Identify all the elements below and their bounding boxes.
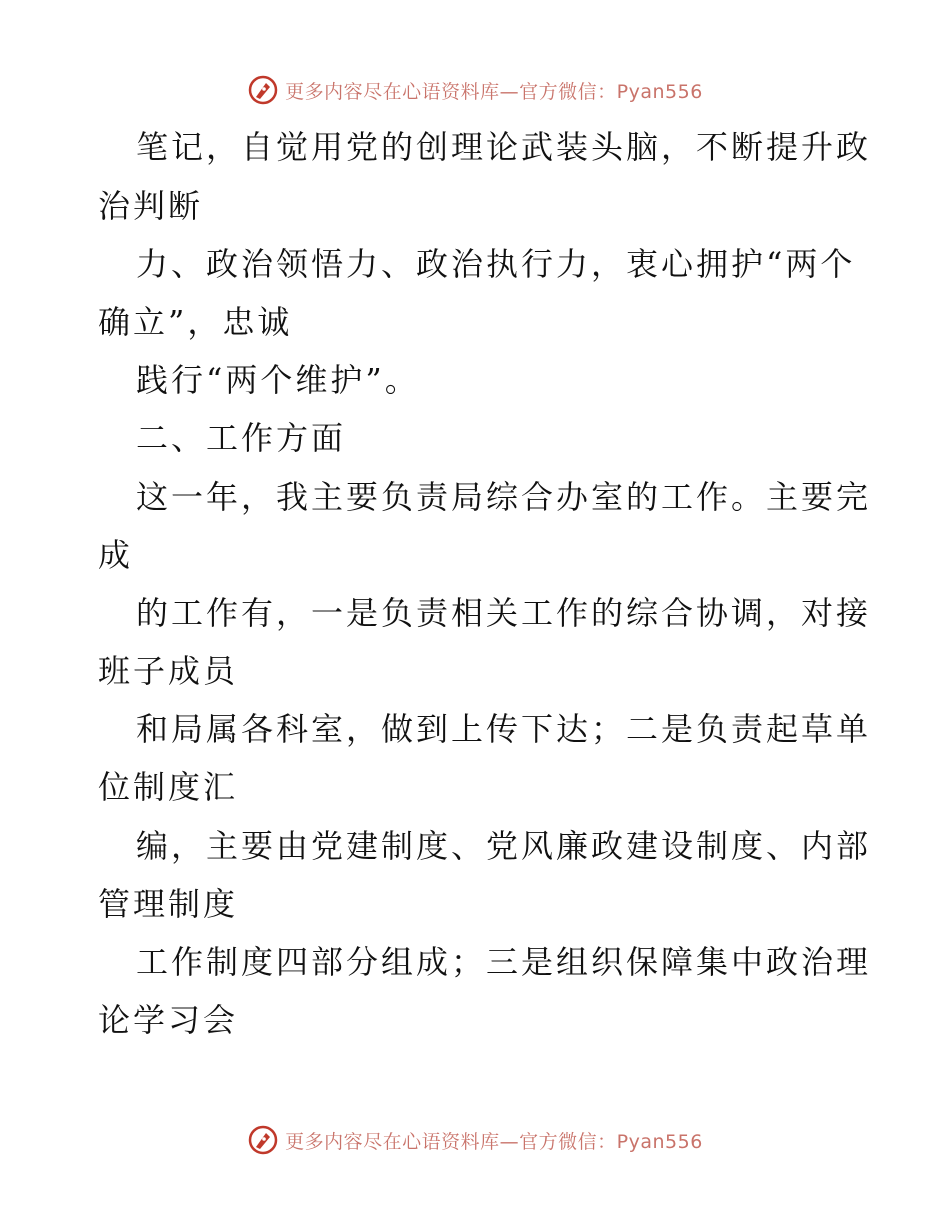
text-line: 管理制度 — [98, 885, 239, 923]
text-line: 笔记，自觉用党的创理论武装头脑，不断提升政 — [136, 128, 872, 166]
text-line: 的工作有，一是负责相关工作的综合协调，对接 — [136, 594, 872, 632]
text-line: 治判断 — [98, 187, 204, 225]
text-line: 成 — [98, 536, 134, 574]
text-line: 位制度汇 — [98, 768, 239, 806]
text-line: 和局属各科室，做到上传下达；二是负责起草单 — [136, 710, 872, 748]
text-line: 确立”，忠诚 — [98, 303, 293, 341]
section-heading: 二、工作方面 — [136, 419, 347, 457]
text-line: 这一年，我主要负责局综合办室的工作。主要完 — [136, 478, 872, 516]
text-line: 论学习会 — [98, 1001, 239, 1039]
text-line: 工作制度四部分组成；三是组织保障集中政治理 — [136, 943, 872, 981]
watermark-text: 更多内容尽在心语资料库—官方微信：Pyan556 — [285, 1130, 703, 1153]
footer-watermark — [0, 1124, 950, 1156]
pen-nib-logo-icon — [247, 1124, 279, 1156]
text-line: 编，主要由党建制度、党风廉政建设制度、内部 — [136, 827, 872, 865]
text-line: 践行“两个维护”。 — [136, 361, 420, 399]
text-line: 班子成员 — [98, 652, 239, 690]
watermark-text: 更多内容尽在心语资料库—官方微信：Pyan556 — [285, 80, 703, 103]
text-line: 力、政治领悟力、政治执行力，衷心拥护“两个 — [136, 245, 856, 283]
